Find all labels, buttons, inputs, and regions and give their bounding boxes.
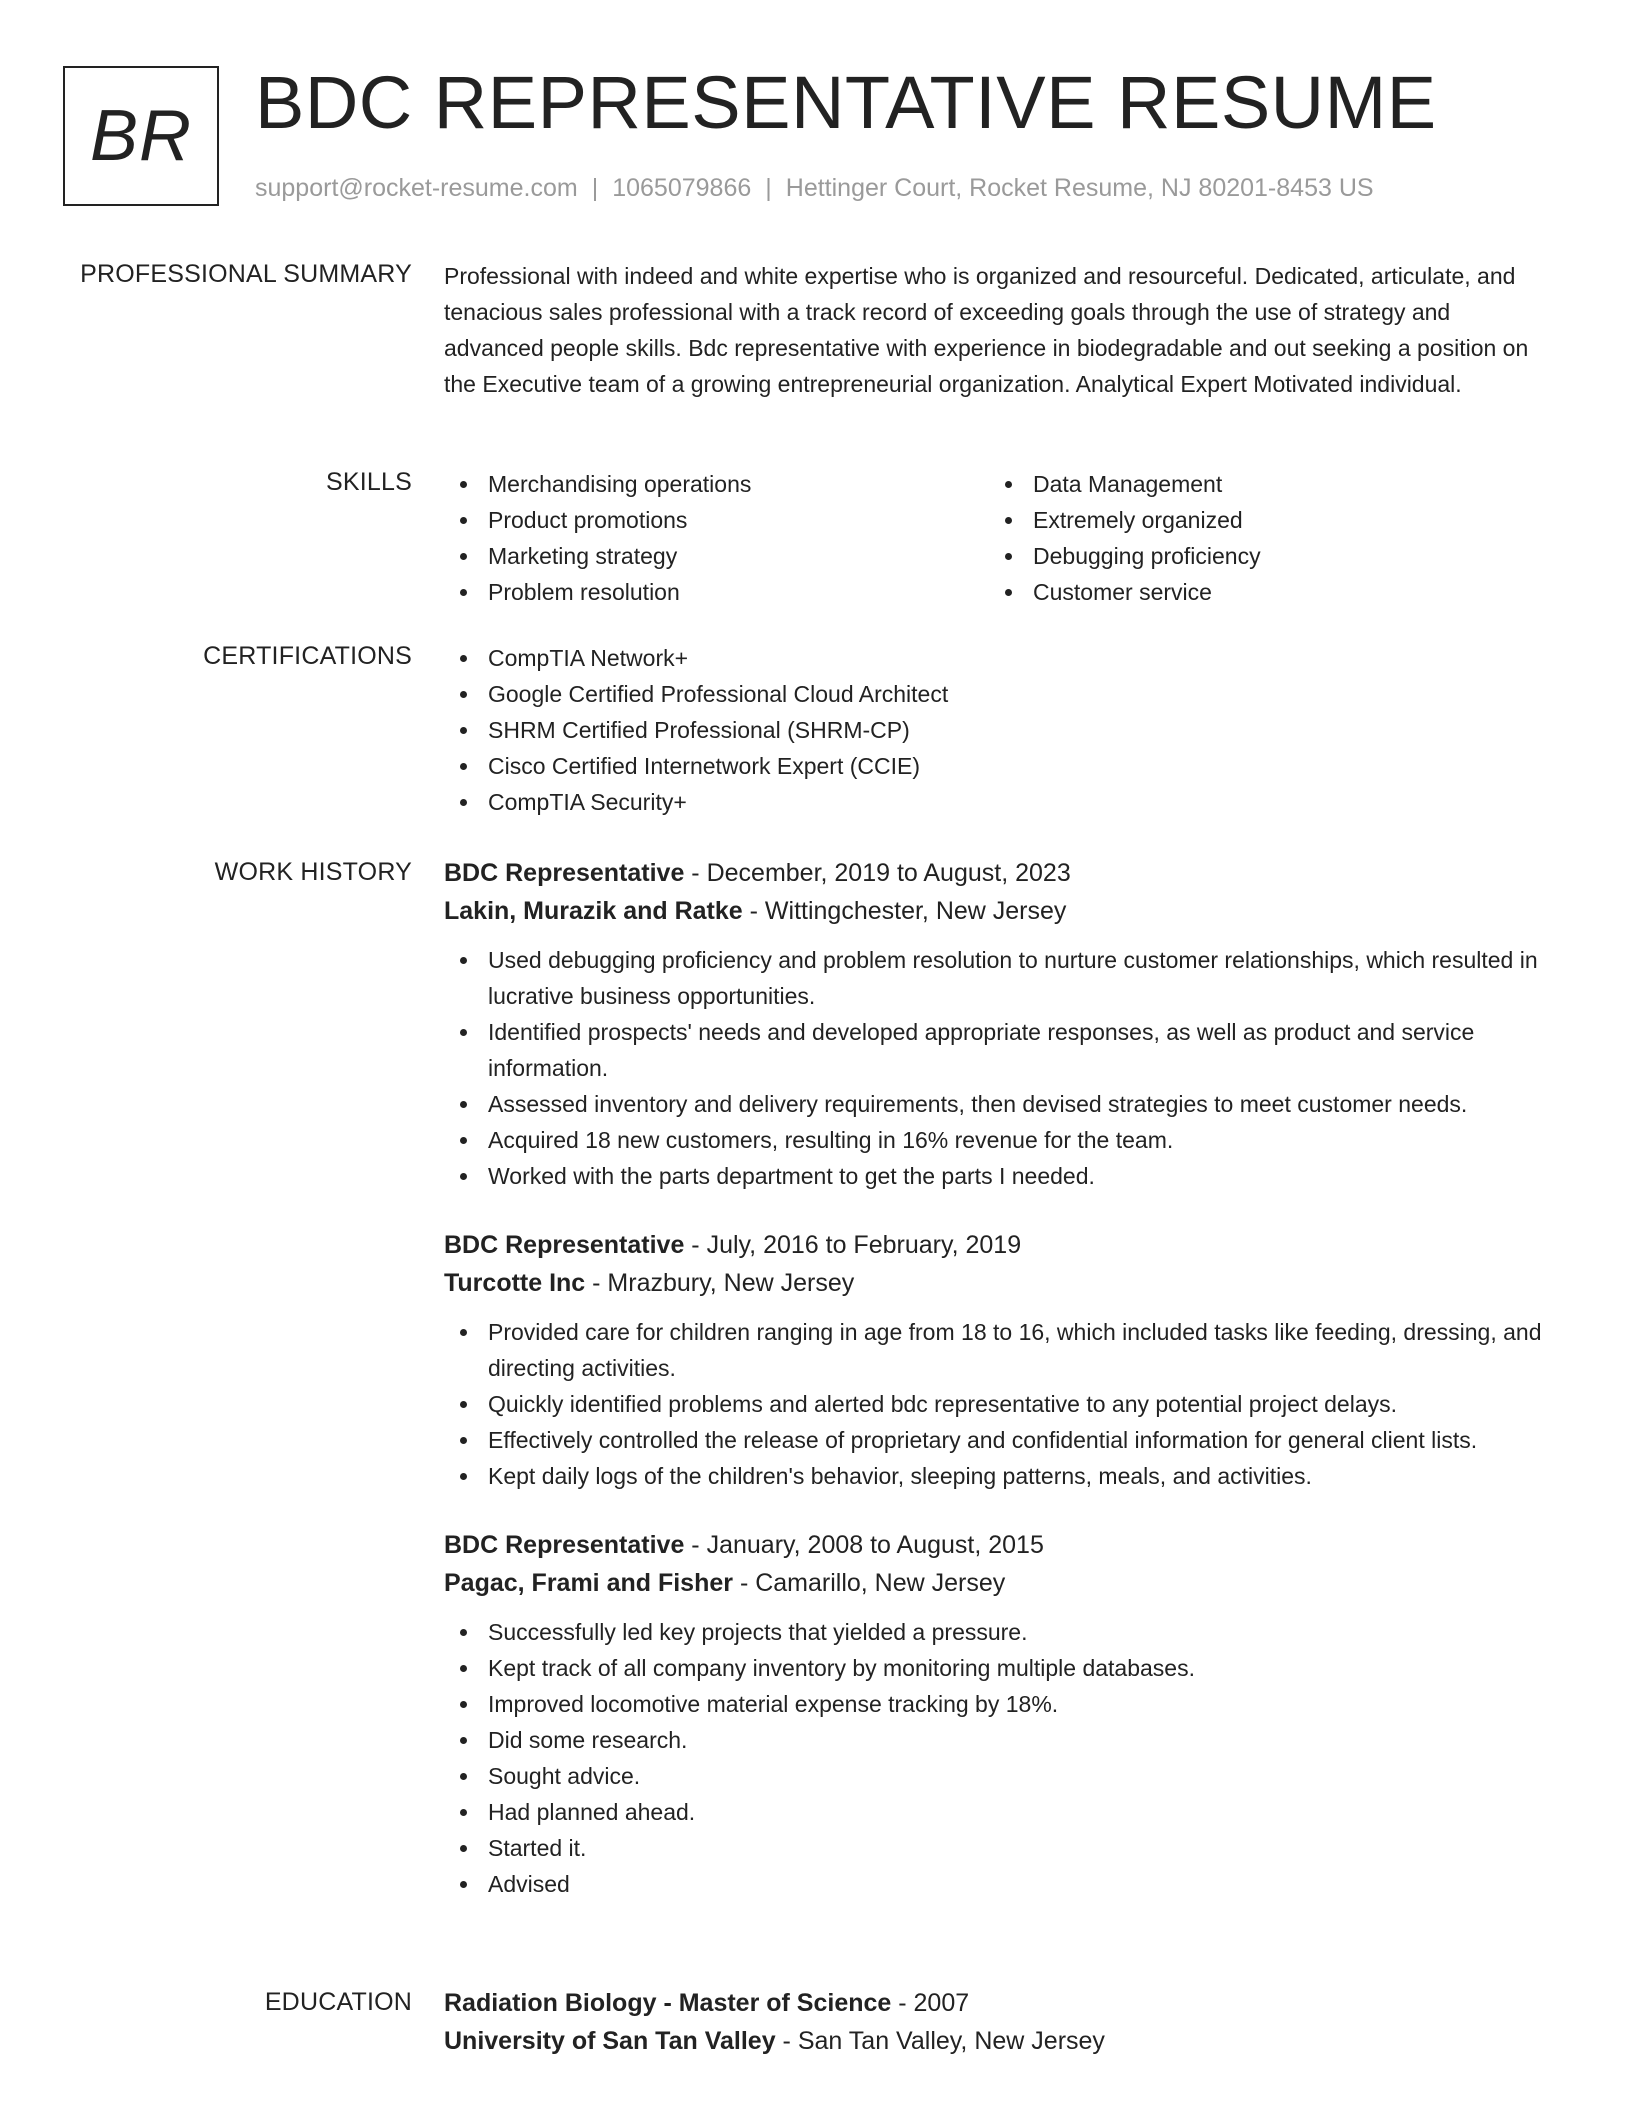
education-year: - 2007	[891, 1989, 970, 2017]
skill-item: Product promotions	[444, 502, 989, 538]
education-degree: Radiation Biology - Master of Science	[444, 1989, 892, 2017]
certifications-list	[444, 640, 1554, 820]
job-location: - Wittingchester, New Jersey	[742, 897, 1067, 925]
job-dates: - July, 2016 to February, 2019	[684, 1231, 1022, 1259]
section-label-skills: SKILLS	[326, 468, 412, 496]
job-company: Turcotte Inc	[444, 1269, 586, 1297]
monogram: BR	[63, 66, 219, 206]
job-dates: - December, 2019 to August, 2023	[684, 859, 1071, 887]
certification-item: CompTIA Network+	[444, 640, 1554, 676]
section-label-education: EDUCATION	[264, 1988, 412, 2016]
job-bullet: Improved locomotive material expense tracking by 18%.	[444, 1686, 1554, 1722]
job-location: - Camarillo, New Jersey	[733, 1569, 1006, 1597]
job-bullets	[444, 1314, 1554, 1494]
contact-separator: |	[591, 174, 599, 202]
job-title-line	[444, 1526, 1554, 1564]
job-entry	[444, 854, 1554, 1194]
job-bullet: Quickly identified problems and alerted bdc representative to any potential project delays.	[444, 1386, 1554, 1422]
work-history-body	[444, 854, 1554, 1902]
skill-item: Customer service	[989, 574, 1534, 610]
certification-item: Cisco Certified Internetwork Expert (CCIE)	[444, 748, 1554, 784]
job-bullets	[444, 942, 1554, 1194]
skill-item: Data Management	[989, 466, 1534, 502]
certifications-body	[444, 640, 1554, 820]
job-bullet: Did some research.	[444, 1722, 1554, 1758]
job-company: Lakin, Murazik and Ratke	[444, 897, 743, 925]
job-title-line	[444, 854, 1554, 892]
skill-item: Merchandising operations	[444, 466, 989, 502]
job-bullet: Successfully led key projects that yielded a pressure.	[444, 1614, 1554, 1650]
skill-item: Extremely organized	[989, 502, 1534, 538]
job-bullet: Had planned ahead.	[444, 1794, 1554, 1830]
education-degree-line	[444, 1984, 1554, 2022]
section-label-summary: PROFESSIONAL SUMMARY	[80, 260, 412, 288]
job-company-line	[444, 892, 1554, 930]
education-school: University of San Tan Valley	[444, 2027, 776, 2055]
job-title: BDC Representative	[444, 859, 685, 887]
certification-item: Google Certified Professional Cloud Architect	[444, 676, 1554, 712]
job-title-line	[444, 1226, 1554, 1264]
section-label-work-history: WORK HISTORY	[214, 858, 412, 886]
job-company: Pagac, Frami and Fisher	[444, 1569, 733, 1597]
education-school-line	[444, 2022, 1554, 2060]
job-bullet: Identified prospects' needs and developed appropriate responses, as well as product and service information.	[444, 1014, 1554, 1086]
skills-body	[444, 466, 1554, 610]
certification-item: CompTIA Security+	[444, 784, 1554, 820]
job-bullet: Worked with the parts department to get the parts I needed.	[444, 1158, 1554, 1194]
job-bullet: Advised	[444, 1866, 1554, 1902]
certification-item: SHRM Certified Professional (SHRM-CP)	[444, 712, 1554, 748]
job-title: BDC Representative	[444, 1531, 685, 1559]
skill-item: Problem resolution	[444, 574, 989, 610]
education-body	[444, 1984, 1554, 2060]
education-location: - San Tan Valley, New Jersey	[775, 2027, 1105, 2055]
contact-phone: 1065079866	[612, 174, 752, 202]
contact-address: Hettinger Court, Rocket Resume, NJ 80201-8453 US	[785, 174, 1374, 202]
job-company-line	[444, 1564, 1554, 1602]
job-bullet: Used debugging proficiency and problem resolution to nurture customer relationships, which resulted in lucrative business opportunities.	[444, 942, 1554, 1014]
section-label-certifications: CERTIFICATIONS	[203, 642, 412, 670]
job-bullet: Sought advice.	[444, 1758, 1554, 1794]
job-entry	[444, 1526, 1554, 1902]
job-bullet: Started it.	[444, 1830, 1554, 1866]
job-entry	[444, 1226, 1554, 1494]
job-bullet: Kept daily logs of the children's behavior, sleeping patterns, meals, and activities.	[444, 1458, 1554, 1494]
job-title: BDC Representative	[444, 1231, 685, 1259]
job-bullet: Provided care for children ranging in age from 18 to 16, which included tasks like feeding, dressing, and directing activities.	[444, 1314, 1554, 1386]
resume-header	[63, 61, 1583, 211]
job-bullet: Acquired 18 new customers, resulting in 16% revenue for the team.	[444, 1122, 1554, 1158]
contact-separator: |	[765, 174, 772, 202]
job-bullet: Effectively controlled the release of proprietary and confidential information for general client lists.	[444, 1422, 1554, 1458]
summary-body	[444, 258, 1554, 402]
summary-text: Professional with indeed and white expertise who is organized and resourceful. Dedicated, articulate, and tenacious sales professional with a track record of exceeding goals through the use of strategy and advanced people skills. Bdc representative with experience in biodegradable and out seeking a position on the Executive team of a growing entrepreneurial organization. Analytical Expert Motivated individual.	[444, 263, 1529, 397]
skills-list-left	[444, 466, 989, 610]
job-bullet: Kept track of all company inventory by monitoring multiple databases.	[444, 1650, 1554, 1686]
skills-list-right	[989, 466, 1534, 610]
job-dates: - January, 2008 to August, 2015	[684, 1531, 1044, 1559]
resume-title: BDC REPRESENTATIVE RESUME	[255, 61, 1437, 144]
job-location: - Mrazbury, New Jersey	[585, 1269, 855, 1297]
skill-item: Debugging proficiency	[989, 538, 1534, 574]
job-bullets	[444, 1614, 1554, 1902]
job-company-line	[444, 1264, 1554, 1302]
contact-line	[255, 174, 1374, 203]
skill-item: Marketing strategy	[444, 538, 989, 574]
job-bullet: Assessed inventory and delivery requirements, then devised strategies to meet customer needs.	[444, 1086, 1554, 1122]
contact-email: support@rocket-resume.com	[255, 174, 578, 202]
